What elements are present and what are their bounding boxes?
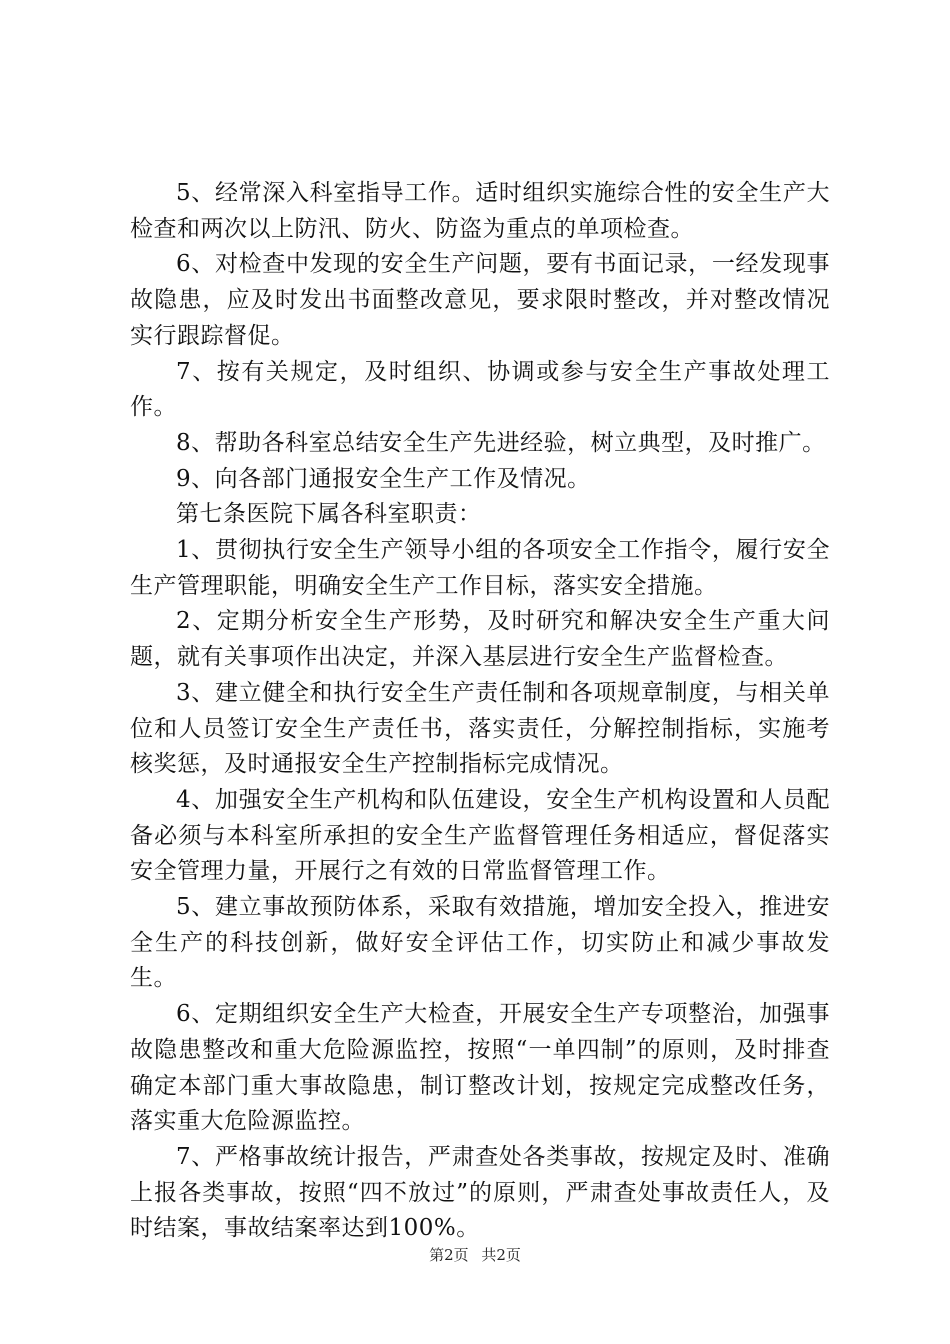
paragraph: 1、贯彻执行安全生产领导小组的各项安全工作指令，履行安全生产管理职能，明确安全生产工作目标，落实安全措施。 [130,537,830,599]
paragraph: 6、对检查中发现的安全生产问题，要有书面记录，一经发现事故隐患，应及时发出书面整改意见，要求限时整改，并对整改情况实行跟踪督促。 [130,251,830,349]
document-body [130,176,830,1247]
page-total: 共2页 [481,1246,521,1264]
page-footer [0,1244,950,1265]
paragraph: 3、建立健全和执行安全生产责任制和各项规章制度，与相关单位和人员签订安全生产责任书，落实责任，分解控制指标，实施考核奖惩，及时通报安全生产控制指标完成情况。 [130,679,830,778]
paragraph: 9、向各部门通报安全生产工作及情况。 [176,465,591,492]
paragraph: 5、经常深入科室指导工作。适时组织实施综合性的安全生产大检查和两次以上防汛、防火、防盗为重点的单项检查。 [130,180,830,242]
paragraph: 4、加强安全生产机构和队伍建设，安全生产机构设置和人员配备必须与本科室所承担的安全生产监督管理任务相适应，督促落实安全管理力量，开展行之有效的日常监督管理工作。 [130,786,830,885]
paragraph: 7、严格事故统计报告，严肃查处各类事故，按规定及时、准确上报各类事故，按照“四不放过”的原则，严肃查处事故责任人，及时结案，事故结案率达到100%。 [130,1143,830,1242]
paragraph: 8、帮助各科室总结安全生产先进经验，树立典型，及时推广。 [176,429,826,456]
section-heading: 第七条医院下属各科室职责： [176,501,482,528]
page-number: 第2页 [429,1246,469,1264]
paragraph: 7、按有关规定，及时组织、协调或参与安全生产事故处理工作。 [130,358,830,421]
paragraph: 6、定期组织安全生产大检查，开展安全生产专项整治，加强事故隐患整改和重大危险源监控，按照“一单四制”的原则，及时排查确定本部门重大事故隐患，制订整改计划，按规定完成整改任务，落实重大危险源监控。 [130,1001,830,1135]
paragraph: 2、定期分析安全生产形势，及时研究和解决安全生产重大问题，就有关事项作出决定，并深入基层进行安全生产监督检查。 [130,608,830,671]
paragraph: 5、建立事故预防体系，采取有效措施，增加安全投入，推进安全生产的科技创新，做好安全评估工作，切实防止和减少事故发生。 [130,894,830,992]
